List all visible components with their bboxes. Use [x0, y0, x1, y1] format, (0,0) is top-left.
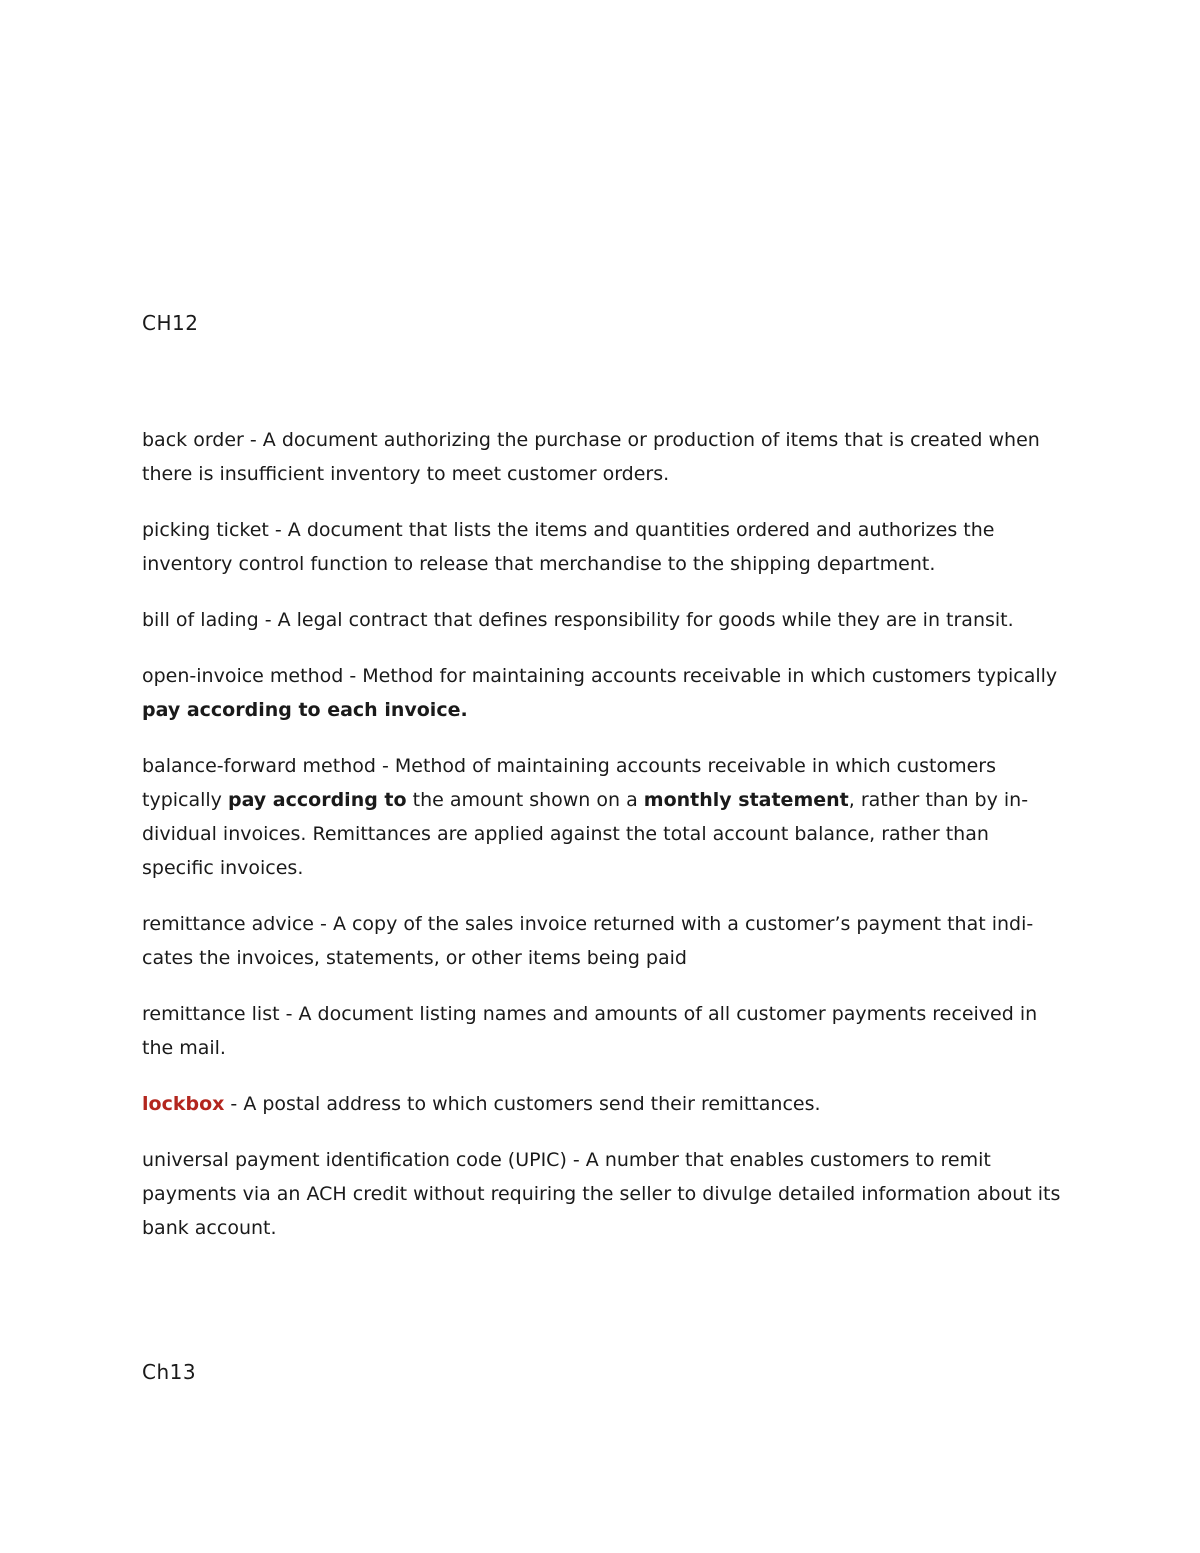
definition-lockbox — [142, 1087, 1062, 1121]
definition-text: A legal contract that defines responsibility for goods while they are in transit. — [277, 609, 1014, 631]
separator: - — [343, 665, 363, 687]
definition-remittance-advice — [142, 907, 1062, 975]
definition-text: , rather than by in- dividual invoices. Remittances are applied against the total account balance, rather than specific invoices. — [142, 789, 1029, 879]
term: bill of lading — [142, 609, 259, 631]
definition-emphasis: pay according to — [227, 789, 407, 811]
definition-picking-ticket — [142, 513, 1062, 581]
term: open-invoice method — [142, 665, 344, 687]
separator: - — [314, 913, 333, 935]
definition-text: A document listing names and amounts of all customer payments received in the mail. — [142, 1003, 1038, 1059]
separator: - — [224, 1093, 244, 1115]
definition-emphasis: pay according to each invoice. — [142, 699, 468, 721]
definition-text: Method of maintaining accounts receivable in which customers typically — [142, 755, 997, 811]
definition-remittance-list — [142, 997, 1062, 1065]
term: picking ticket — [142, 519, 269, 541]
separator: - — [258, 609, 278, 631]
definition-list — [142, 423, 1062, 1267]
definition-text: A copy of the sales invoice returned with a customer’s payment that indi- cates the invoices, statements, or other items being paid — [142, 913, 1034, 969]
chapter-heading-ch13: Ch13 — [142, 1360, 197, 1384]
definition-emphasis: monthly statement — [643, 789, 849, 811]
definition-text: A document that lists the items and quantities ordered and authorizes the inventory control function to release that merchandise to the shipping department. — [142, 519, 995, 575]
term: remittance advice — [142, 913, 314, 935]
separator: - — [243, 429, 263, 451]
definition-upic — [142, 1143, 1062, 1245]
separator: - — [375, 755, 395, 777]
definition-text: A document authorizing the purchase or production of items that is created when there is insufficient inventory to meet customer orders. — [142, 429, 1040, 485]
definition-text: the amount shown on a — [406, 789, 644, 811]
definition-back-order — [142, 423, 1062, 491]
separator: - — [566, 1149, 586, 1171]
definition-open-invoice-method — [142, 659, 1062, 727]
term-highlighted: lockbox — [142, 1093, 225, 1115]
term: back order — [142, 429, 244, 451]
chapter-heading-ch12: CH12 — [142, 311, 199, 335]
term: balance-forward method — [142, 755, 376, 777]
definition-bill-of-lading — [142, 603, 1062, 637]
definition-balance-forward-method — [142, 749, 1062, 885]
definition-text: A postal address to which customers send their remittances. — [243, 1093, 821, 1115]
separator: - — [279, 1003, 299, 1025]
term: universal payment identification code (UPIC) — [142, 1149, 567, 1171]
definition-text: A number that enables customers to remit payments via an ACH credit without requiring the seller to divulge detailed information about its bank account. — [142, 1149, 1061, 1239]
definition-text: Method for maintaining accounts receivable in which customers typically — [362, 665, 1058, 687]
term: remittance list — [142, 1003, 280, 1025]
separator: - — [268, 519, 288, 541]
